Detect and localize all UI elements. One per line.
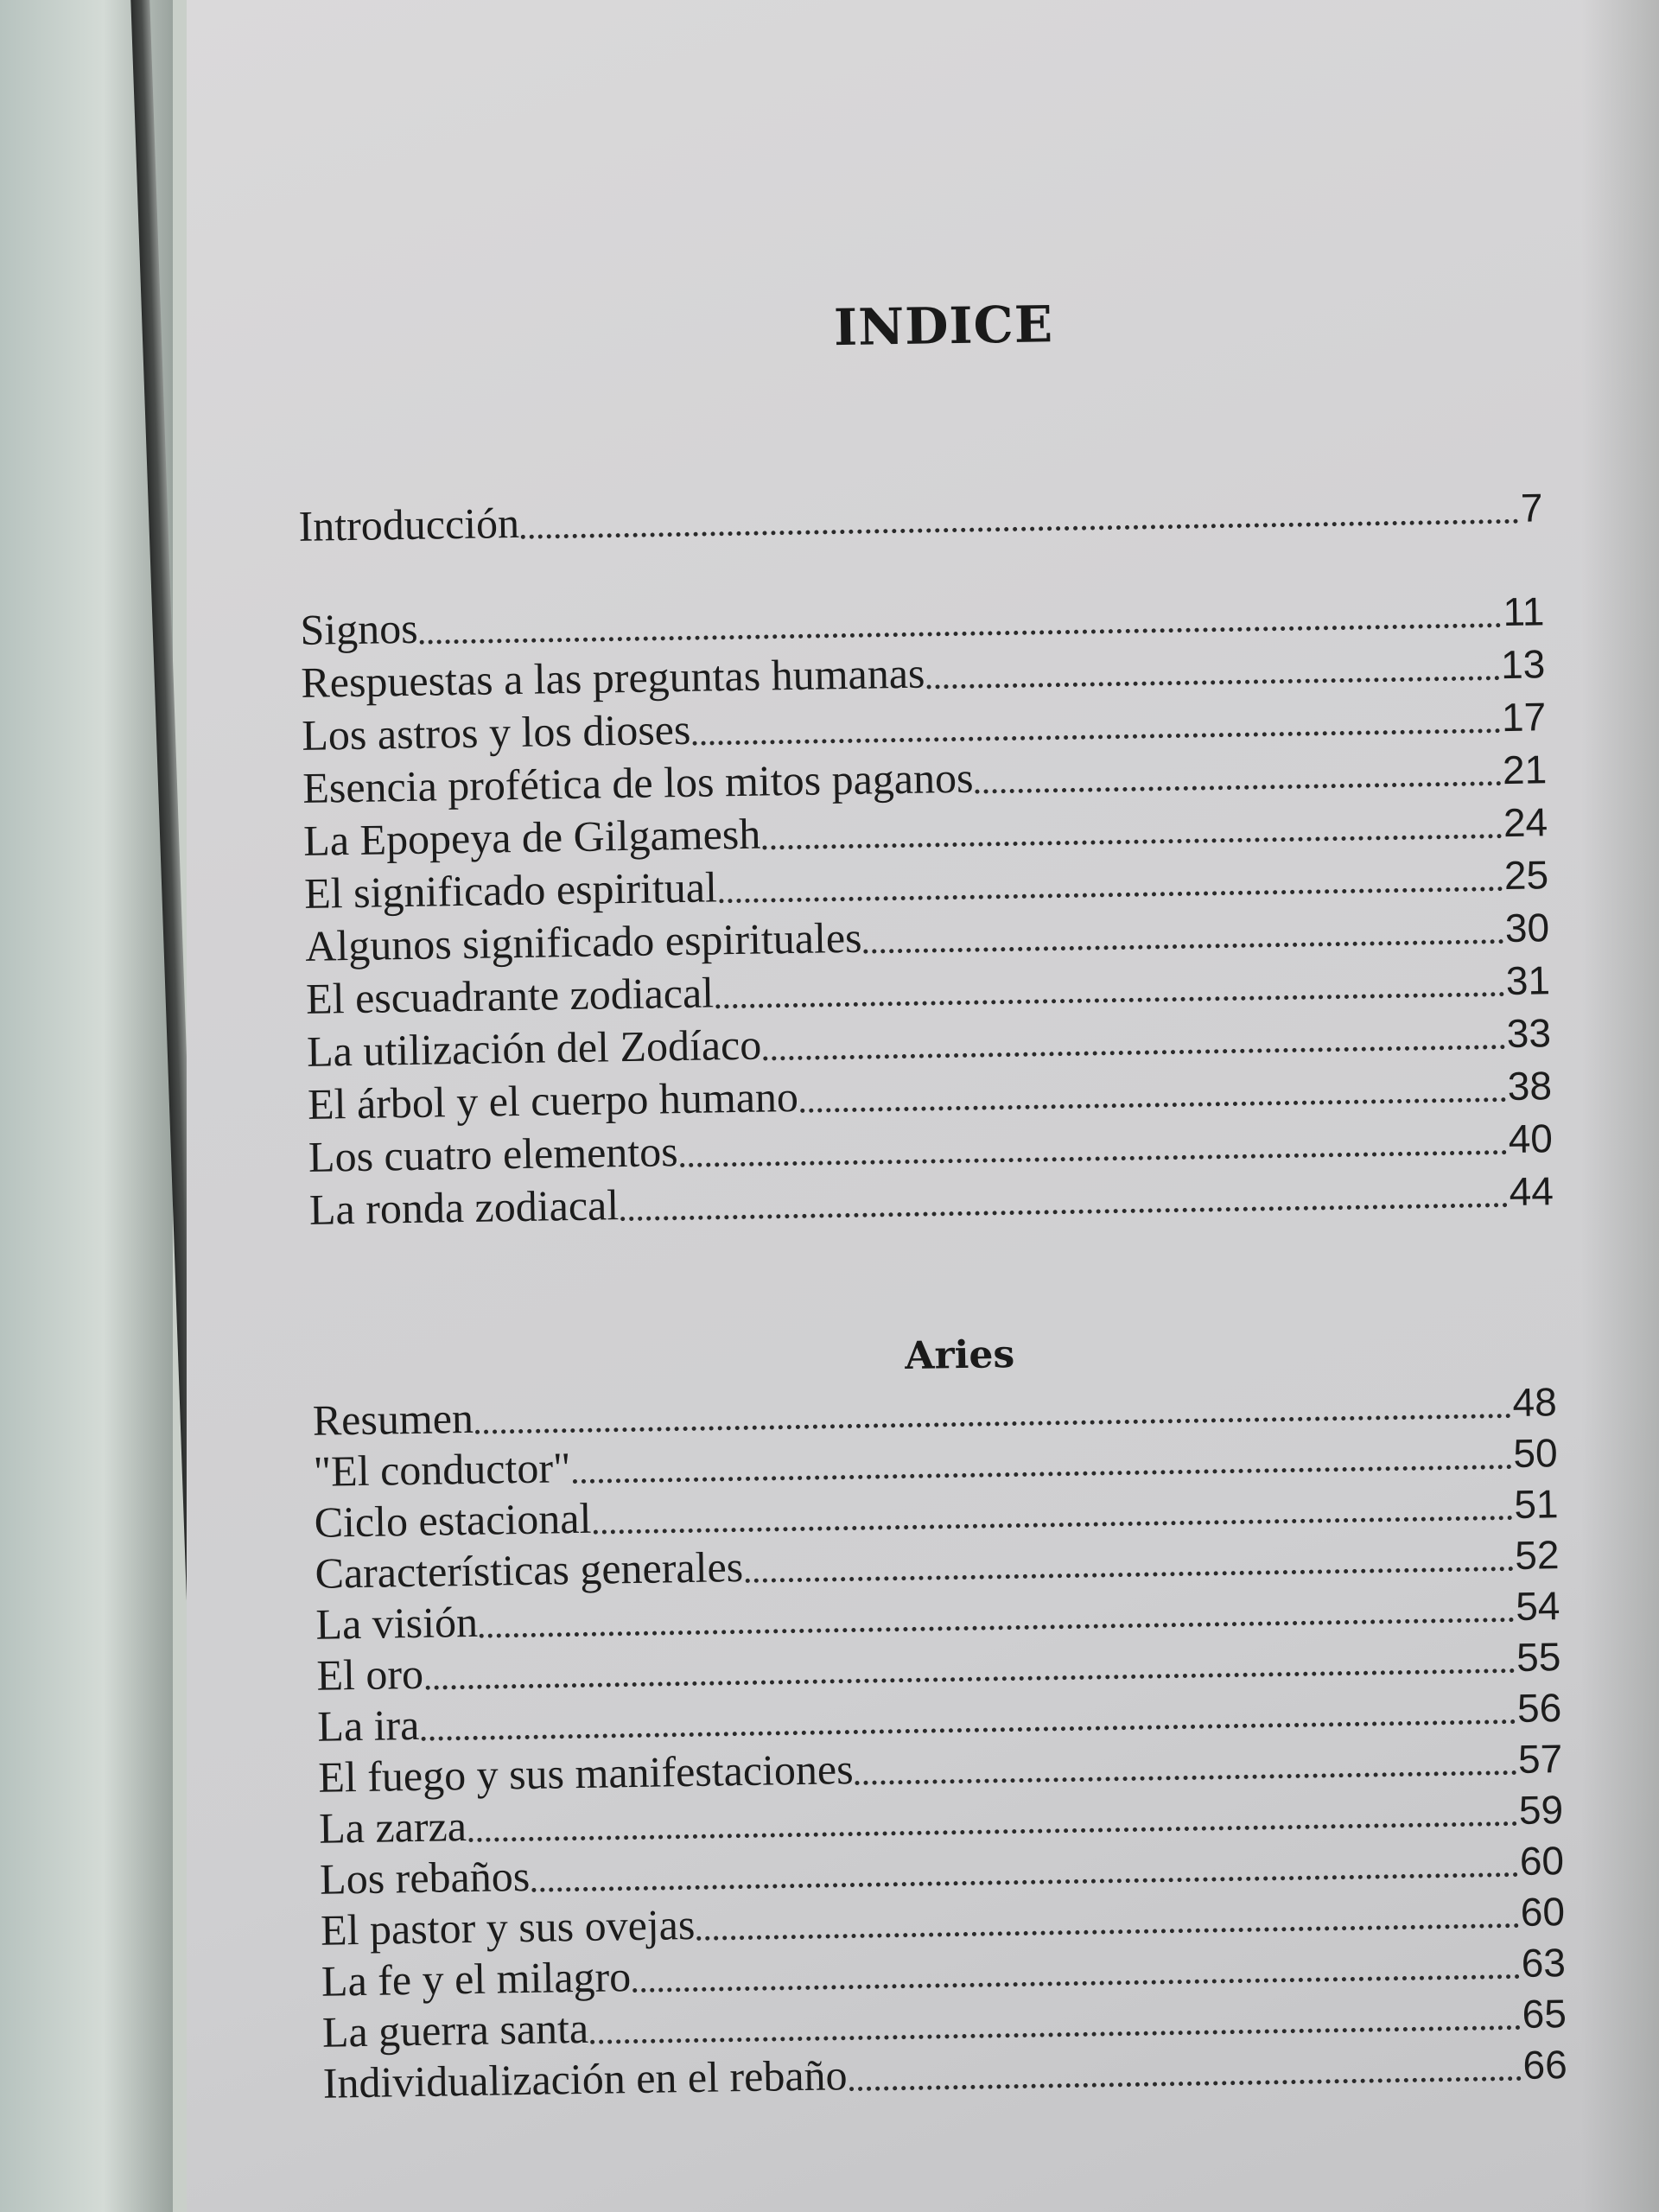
toc-entry-page: 40 [1508, 1116, 1554, 1162]
toc-entry-page: 56 [1516, 1685, 1562, 1731]
toc-entry-page: 11 [1503, 588, 1545, 635]
dot-leader [680, 1143, 1507, 1167]
book-page [187, 0, 1659, 2212]
toc-entry-page: 7 [1520, 485, 1543, 531]
toc-entry-page: 57 [1517, 1736, 1563, 1782]
toc-entry-label: La fe y el milagro [321, 1952, 632, 2005]
dot-leader [521, 512, 1519, 539]
toc-entry-label: Signos [300, 603, 419, 654]
toc-entry-page: 38 [1507, 1063, 1553, 1109]
toc-entry-label: Los rebaños [319, 1851, 531, 1904]
toc-entry-page: 30 [1504, 905, 1550, 951]
dot-leader [719, 880, 1503, 903]
toc-entry-label: El escuadrante zodiacal [305, 968, 715, 1023]
toc-entry-label: La Epopeya de Gilgamesh [302, 809, 761, 865]
toc-entry-label: La guerra santa [321, 2003, 589, 2056]
toc-entry-page: 51 [1513, 1481, 1559, 1527]
dot-leader [762, 827, 1502, 849]
toc-entry [298, 481, 1543, 551]
toc-entry-label: La zarza [318, 1802, 467, 1853]
dot-leader [745, 1560, 1513, 1583]
dot-leader [926, 669, 1499, 689]
toc-entry-page: 63 [1521, 1940, 1567, 1986]
toc-entry-label: Esencia profética de los mitos paganos [302, 753, 974, 812]
dot-leader [632, 1967, 1520, 1993]
toc-entry-label: Respuestas a las preguntas humanas [300, 648, 925, 707]
dot-leader [800, 1090, 1506, 1113]
toc-entry-page: 21 [1502, 747, 1548, 793]
dot-leader [420, 616, 1502, 645]
toc-entry-label: Los cuatro elementos [308, 1127, 679, 1181]
toc-entry-page: 50 [1513, 1430, 1558, 1476]
dot-leader [620, 1196, 1508, 1221]
dot-leader [590, 2018, 1521, 2044]
page-shadow [1581, 0, 1659, 2212]
toc-entry-page: 24 [1503, 799, 1548, 846]
toc-entry-page: 13 [1500, 641, 1546, 688]
toc-entry-page: 25 [1503, 852, 1549, 899]
toc-entry-label: El árbol y el cuerpo humano [307, 1071, 799, 1128]
toc-entry-page: 65 [1522, 1991, 1567, 2037]
toc-entry-label: La ira [316, 1700, 420, 1751]
dot-leader [864, 932, 1504, 954]
dot-leader [593, 1509, 1512, 1535]
dot-leader [696, 1916, 1519, 1941]
toc-entry-page: 52 [1514, 1532, 1560, 1578]
dot-leader [692, 721, 1500, 746]
toc-entry-label: El significado espiritual [303, 862, 718, 918]
toc-entry-page: 44 [1509, 1168, 1554, 1215]
toc-entry-page: 17 [1501, 694, 1547, 741]
toc-entry-label: Resumen [312, 1393, 474, 1445]
dot-leader [715, 985, 1504, 1008]
toc-entry-label: Los astros y los dioses [301, 704, 691, 760]
toc-entry-label: La utilización del Zodíaco [306, 1020, 762, 1076]
toc-entry-label: El oro [316, 1649, 424, 1700]
toc-entry-page: 59 [1518, 1787, 1564, 1833]
page-title: INDICE [833, 295, 1054, 358]
toc-entry-label: La ronda zodiacal [308, 1180, 620, 1234]
toc-entry-label: El fuego y sus manifestaciones [317, 1745, 854, 1802]
toc-entry-label: La visión [315, 1597, 479, 1649]
toc-entry-label: "El conductor" [313, 1443, 571, 1496]
toc-entry-page: 60 [1519, 1838, 1565, 1884]
toc-entry-page: 60 [1520, 1889, 1566, 1935]
dot-leader [975, 774, 1501, 794]
section-title-aries: Aries [904, 1332, 1015, 1379]
toc-entry-label: El pastor y sus ovejas [320, 1899, 696, 1955]
toc-entry-label: Características generales [315, 1541, 744, 1598]
toc-entry-page: 66 [1522, 2042, 1568, 2088]
dot-leader [849, 2069, 1522, 2091]
toc-entry-label: Individualización en el rebaño [322, 2050, 848, 2107]
toc-entry-label: Introducción [298, 498, 520, 550]
toc-entry-label: Algunos significado espirituales [304, 912, 862, 970]
toc-entry-page: 33 [1506, 1010, 1552, 1057]
toc-entry-page: 54 [1515, 1583, 1560, 1629]
toc-entry-page: 48 [1512, 1379, 1558, 1425]
toc-entry-page: 31 [1505, 957, 1551, 1004]
dot-leader [855, 1764, 1517, 1785]
toc-entry-page: 55 [1516, 1634, 1561, 1680]
dot-leader [763, 1038, 1505, 1060]
toc-entry-label: Ciclo estacional [314, 1493, 592, 1547]
